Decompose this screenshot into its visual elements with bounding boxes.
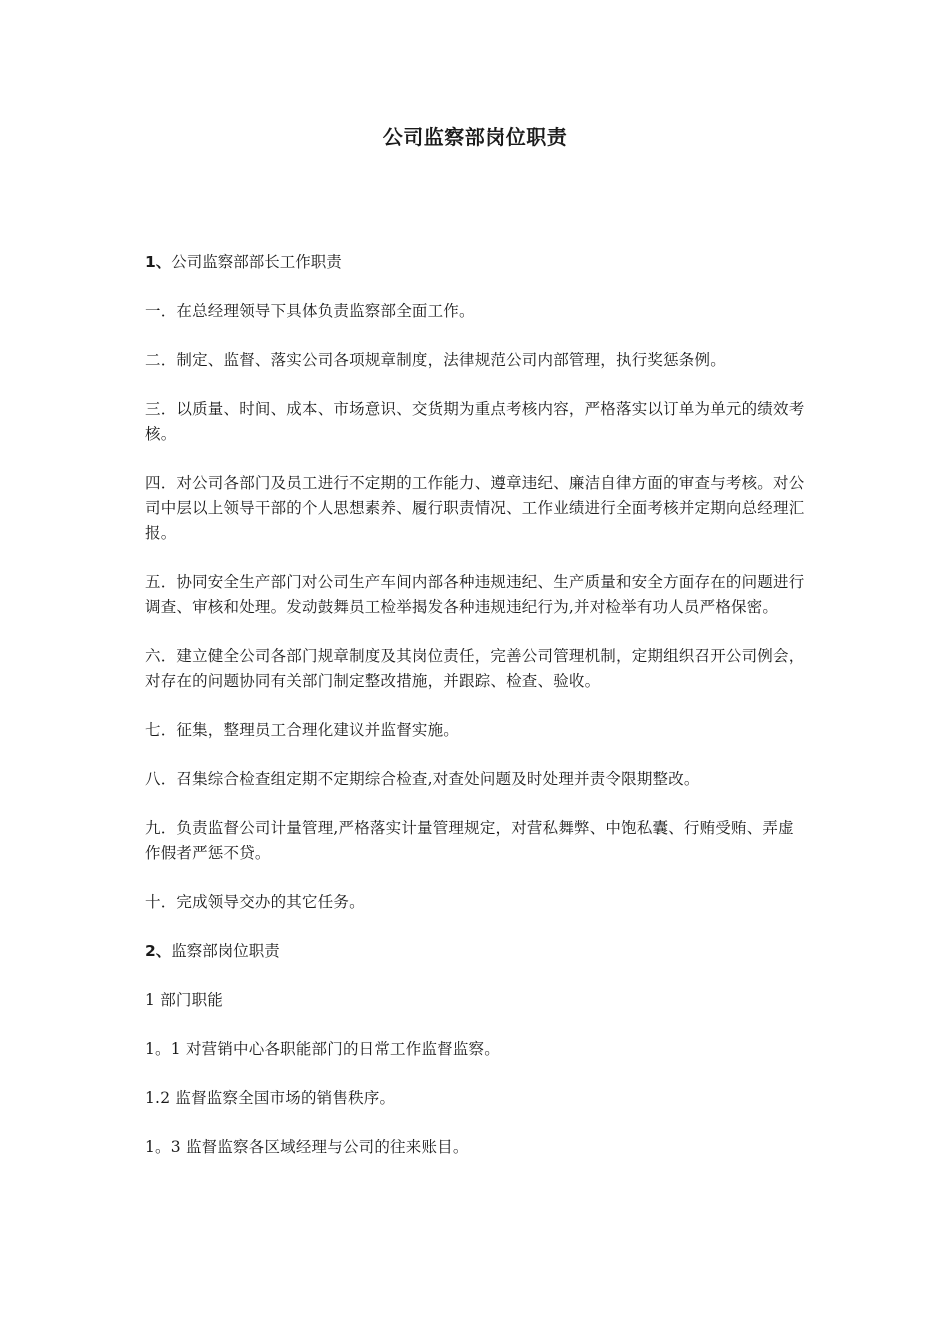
section-heading-1 <box>145 250 807 275</box>
sub-item-4: 1。3 监督监察各区域经理与公司的往来账目。 <box>145 1138 469 1156</box>
duty-item-7: 七．征集，整理员工合理化建议并监督实施。 <box>145 721 460 739</box>
sub-item-3: 1.2 监督监察全国市场的销售秩序。 <box>145 1089 396 1107</box>
duty-item-1: 一．在总经理领导下具体负责监察部全面工作。 <box>145 302 475 320</box>
section-heading-2 <box>145 939 807 964</box>
duty-item-8: 八．召集综合检查组定期不定期综合检查,对查处问题及时处理并责令限期整改。 <box>145 770 700 788</box>
section-number: 2、 <box>145 942 172 960</box>
sub-item-2: 1。1 对营销中心各职能部门的日常工作监督监察。 <box>145 1040 500 1058</box>
duty-item-5: 五．协同安全生产部门对公司生产车间内部各种违规违纪、生产质量和安全方面存在的问题进行调查、审核和处理。发动鼓舞员工检举揭发各种违规违纪行为,并对检举有功人员严格保密。 <box>145 573 805 616</box>
document-title: 公司监察部岗位职责 <box>382 125 568 149</box>
document-body <box>145 250 807 1184</box>
sub-item-1: 1 部门职能 <box>145 991 223 1009</box>
duty-item-4: 四．对公司各部门及员工进行不定期的工作能力、遵章违纪、廉洁自律方面的审查与考核。对公司中层以上领导干部的个人思想素养、履行职责情况、工作业绩进行全面考核并定期向总经理汇报。 <box>145 474 805 542</box>
duty-item-6: 六．建立健全公司各部门规章制度及其岗位责任，完善公司管理机制，定期组织召开公司例会，对存在的问题协同有关部门制定整改措施，并跟踪、检查、验收。 <box>145 647 805 690</box>
duty-item-2: 二．制定、监督、落实公司各项规章制度，法律规范公司内部管理，执行奖惩条例。 <box>145 351 726 369</box>
section-number: 1、 <box>145 253 172 271</box>
section-label: 监察部岗位职责 <box>171 942 280 960</box>
duty-item-10: 十．完成领导交办的其它任务。 <box>145 893 365 911</box>
duty-item-9: 九．负责监督公司计量管理,严格落实计量管理规定，对营私舞弊、中饱私囊、行贿受贿、弄虚作假者严惩不贷。 <box>145 819 794 862</box>
section-label: 公司监察部部长工作职责 <box>171 253 342 271</box>
duty-item-3: 三．以质量、时间、成本、市场意识、交货期为重点考核内容，严格落实以订单为单元的绩效考核。 <box>145 400 805 443</box>
